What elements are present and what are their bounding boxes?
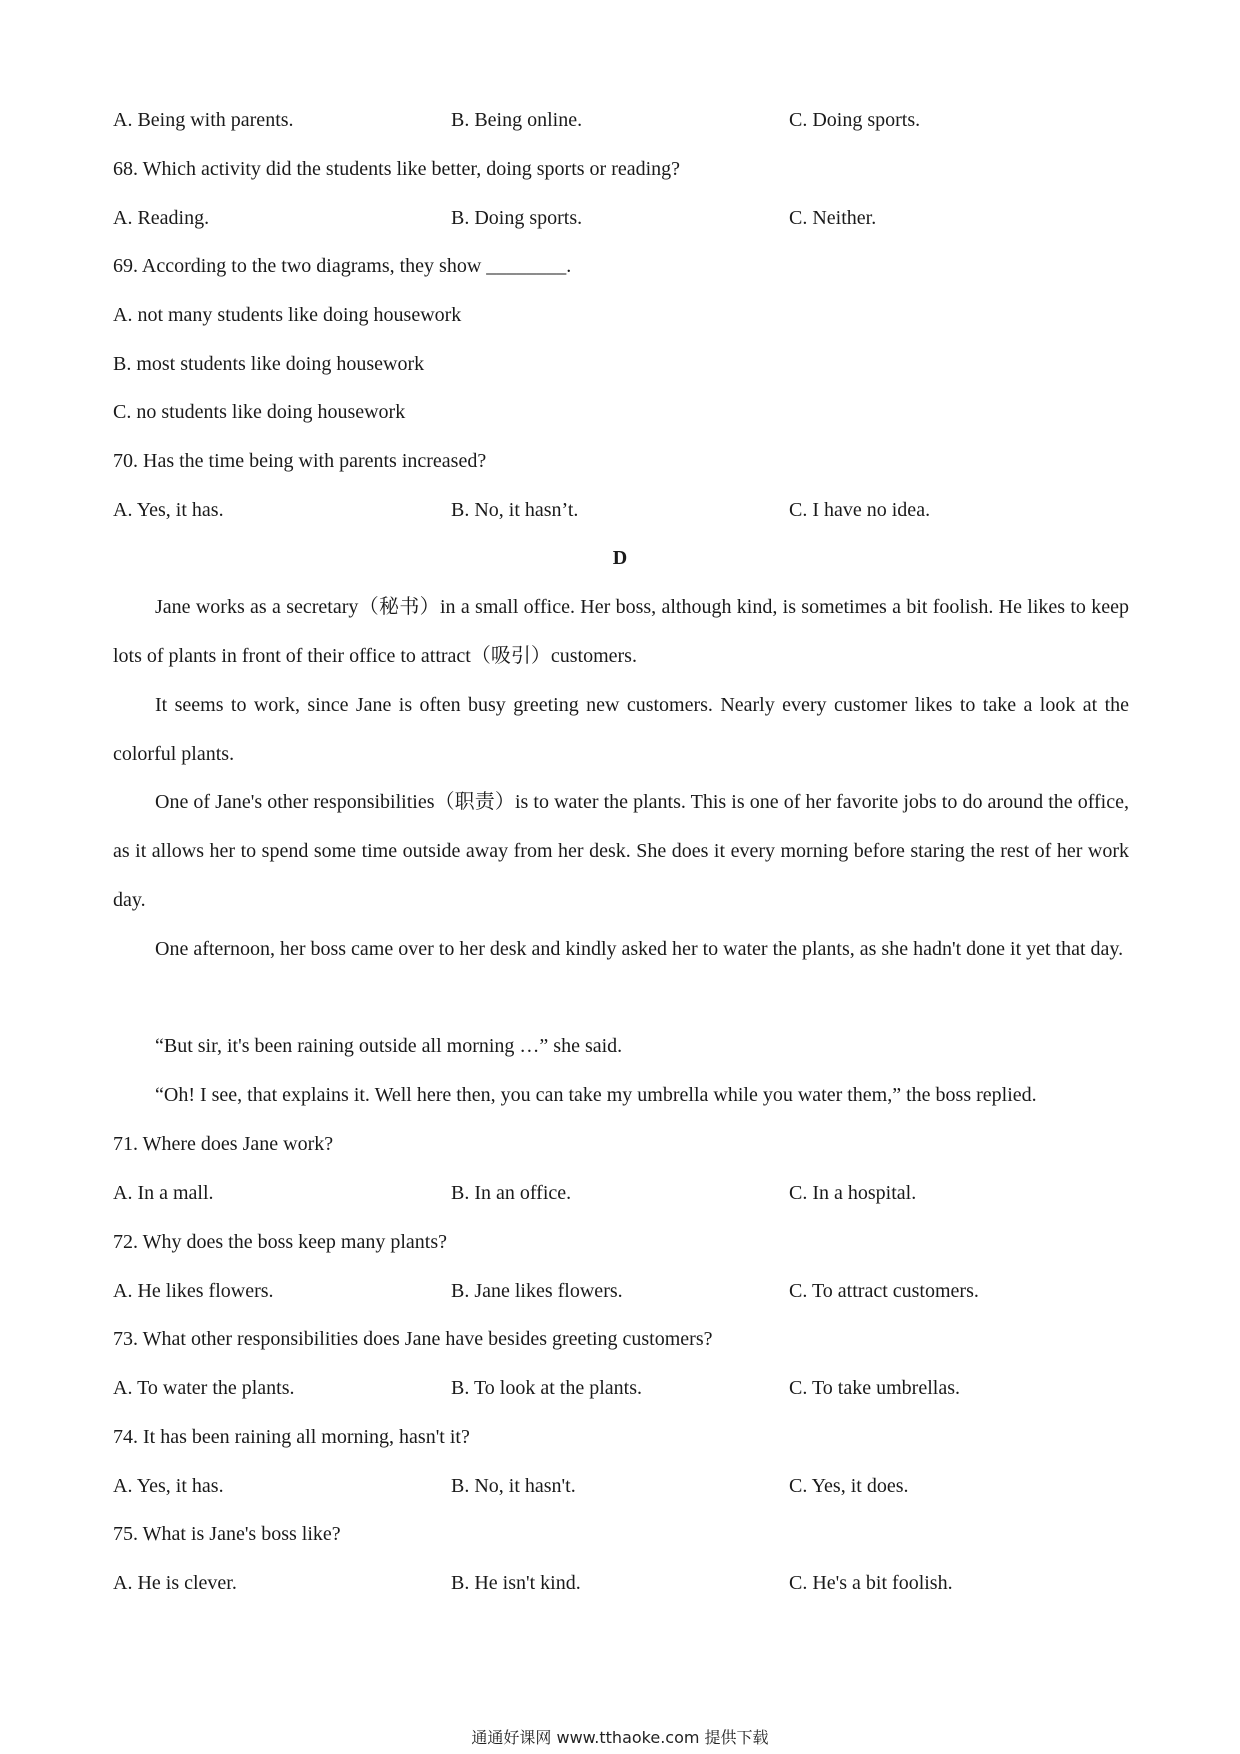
q71-option-a: A. In a mall. xyxy=(113,1182,214,1204)
q74-option-c: C. Yes, it does. xyxy=(789,1475,909,1497)
passage-paragraph-5: “But sir, it's been raining outside all morning …” she said. xyxy=(155,1035,623,1057)
q72-option-b: B. Jane likes flowers. xyxy=(451,1280,623,1302)
passage-paragraph-1: Jane works as a secretary（秘书）in a small office. Her boss, although kind, is sometimes a bit foolish. He likes to keep lots of plants in front of their office to attract（吸引）customers. xyxy=(113,596,1129,667)
q74-options xyxy=(113,1474,1133,1498)
q67-option-a: A. Being with parents. xyxy=(113,109,294,131)
q68-options xyxy=(113,206,1133,230)
q75-option-a: A. He is clever. xyxy=(113,1572,237,1594)
q72-question: 72. Why does the boss keep many plants? xyxy=(113,1231,448,1253)
q69-question: 69. According to the two diagrams, they show ________. xyxy=(113,255,572,277)
q69-option-b: B. most students like doing housework xyxy=(113,353,425,375)
q72-options xyxy=(113,1279,1133,1303)
q73-option-b: B. To look at the plants. xyxy=(451,1377,642,1399)
q68-question: 68. Which activity did the students like better, doing sports or reading? xyxy=(113,158,681,180)
q70-option-b: B. No, it hasn’t. xyxy=(451,499,579,521)
q68-option-c: C. Neither. xyxy=(789,207,877,229)
q73-options xyxy=(113,1376,1133,1400)
q67-option-c: C. Doing sports. xyxy=(789,109,921,131)
q75-options xyxy=(113,1571,1133,1595)
q75-option-c: C. He's a bit foolish. xyxy=(789,1572,953,1594)
q71-options xyxy=(113,1181,1133,1205)
q71-option-c: C. In a hospital. xyxy=(789,1182,917,1204)
passage-paragraph-2: It seems to work, since Jane is often busy greeting new customers. Nearly every customer likes to take a look at the colorful plants. xyxy=(113,694,1129,765)
q71-option-b: B. In an office. xyxy=(451,1182,572,1204)
q74-option-b: B. No, it hasn't. xyxy=(451,1475,576,1497)
q67-options xyxy=(113,108,1133,132)
q73-option-c: C. To take umbrellas. xyxy=(789,1377,960,1399)
q75-option-b: B. He isn't kind. xyxy=(451,1572,581,1594)
q69-option-c: C. no students like doing housework xyxy=(113,401,406,423)
q70-options xyxy=(113,498,1133,522)
passage-paragraph-3: One of Jane's other responsibilities（职责）is to water the plants. This is one of her favorite jobs to do around the office, as it allows her to spend some time outside away from her desk. She does it every morning before staring the rest of her work day. xyxy=(113,791,1129,911)
section-heading: D xyxy=(612,547,628,569)
passage-paragraph-4: One afternoon, her boss came over to her desk and kindly asked her to water the plants, as she hadn't done it yet that day. xyxy=(155,938,1124,960)
q70-option-a: A. Yes, it has. xyxy=(113,499,224,521)
q69-option-a: A. not many students like doing housework xyxy=(113,304,462,326)
q67-option-b: B. Being online. xyxy=(451,109,583,131)
q70-option-c: C. I have no idea. xyxy=(789,499,931,521)
q74-option-a: A. Yes, it has. xyxy=(113,1475,224,1497)
q71-question: 71. Where does Jane work? xyxy=(113,1133,334,1155)
q72-option-c: C. To attract customers. xyxy=(789,1280,979,1302)
q68-option-b: B. Doing sports. xyxy=(451,207,583,229)
q73-option-a: A. To water the plants. xyxy=(113,1377,295,1399)
q72-option-a: A. He likes flowers. xyxy=(113,1280,274,1302)
q74-question: 74. It has been raining all morning, hasn't it? xyxy=(113,1426,470,1448)
passage-paragraph-6: “Oh! I see, that explains it. Well here then, you can take my umbrella while you water them,” the boss replied. xyxy=(155,1084,1037,1106)
q75-question: 75. What is Jane's boss like? xyxy=(113,1523,341,1545)
q73-question: 73. What other responsibilities does Jane have besides greeting customers? xyxy=(113,1328,713,1350)
q70-question: 70. Has the time being with parents increased? xyxy=(113,450,487,472)
page-footer: 通通好课网 www.tthaoke.com 提供下载 xyxy=(471,1728,769,1747)
q68-option-a: A. Reading. xyxy=(113,207,210,229)
